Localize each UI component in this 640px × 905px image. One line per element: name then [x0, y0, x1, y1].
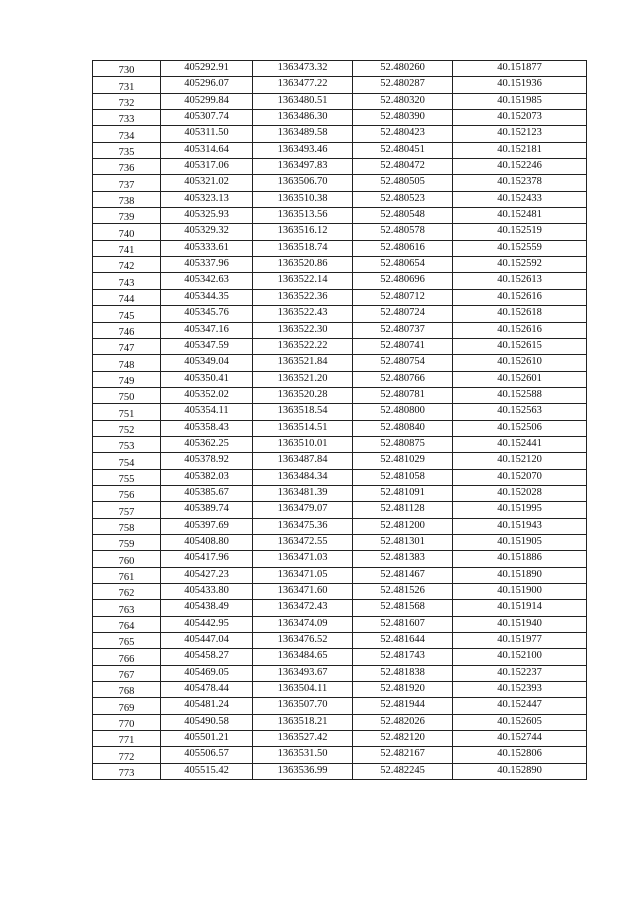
x-coordinate-cell: 405325.93	[161, 208, 253, 224]
point-number-cell: 747	[93, 338, 161, 354]
table-row	[93, 175, 587, 191]
x-coordinate-cell: 405349.04	[161, 355, 253, 371]
longitude-cell: 40.151936	[453, 77, 587, 93]
latitude-cell: 52.480875	[353, 436, 453, 452]
y-coordinate-cell: 1363518.54	[253, 404, 353, 420]
y-coordinate-cell: 1363474.09	[253, 616, 353, 632]
y-coordinate-cell: 1363521.84	[253, 355, 353, 371]
table-row	[93, 208, 587, 224]
table-row	[93, 257, 587, 273]
longitude-cell: 40.152073	[453, 110, 587, 126]
longitude-cell: 40.152616	[453, 289, 587, 305]
table-row	[93, 110, 587, 126]
point-number-cell: 767	[93, 665, 161, 681]
point-number-cell: 746	[93, 322, 161, 338]
table-row	[93, 61, 587, 77]
y-coordinate-cell: 1363536.99	[253, 763, 353, 779]
y-coordinate-cell: 1363520.28	[253, 387, 353, 403]
point-number-cell: 768	[93, 682, 161, 698]
point-number-cell: 758	[93, 518, 161, 534]
x-coordinate-cell: 405438.49	[161, 600, 253, 616]
table-row	[93, 567, 587, 583]
table-row	[93, 159, 587, 175]
x-coordinate-cell: 405378.92	[161, 453, 253, 469]
point-number-cell: 750	[93, 387, 161, 403]
x-coordinate-cell: 405397.69	[161, 518, 253, 534]
table-row	[93, 682, 587, 698]
y-coordinate-cell: 1363477.22	[253, 77, 353, 93]
point-number-cell: 763	[93, 600, 161, 616]
x-coordinate-cell: 405345.76	[161, 306, 253, 322]
x-coordinate-cell: 405490.58	[161, 714, 253, 730]
y-coordinate-cell: 1363522.36	[253, 289, 353, 305]
latitude-cell: 52.480766	[353, 371, 453, 387]
x-coordinate-cell: 405481.24	[161, 698, 253, 714]
longitude-cell: 40.151905	[453, 534, 587, 550]
point-number-cell: 732	[93, 93, 161, 109]
point-number-cell: 737	[93, 175, 161, 191]
longitude-cell: 40.152028	[453, 485, 587, 501]
point-number-cell: 760	[93, 551, 161, 567]
point-number-cell: 769	[93, 698, 161, 714]
point-number-cell: 770	[93, 714, 161, 730]
y-coordinate-cell: 1363497.83	[253, 159, 353, 175]
point-number-cell: 745	[93, 306, 161, 322]
point-number-cell: 736	[93, 159, 161, 175]
x-coordinate-cell: 405347.59	[161, 338, 253, 354]
longitude-cell: 40.152123	[453, 126, 587, 142]
latitude-cell: 52.482167	[353, 747, 453, 763]
table-row	[93, 240, 587, 256]
latitude-cell: 52.480724	[353, 306, 453, 322]
table-row	[93, 322, 587, 338]
point-number-cell: 755	[93, 469, 161, 485]
x-coordinate-cell: 405354.11	[161, 404, 253, 420]
point-number-cell: 753	[93, 436, 161, 452]
latitude-cell: 52.481058	[353, 469, 453, 485]
x-coordinate-cell: 405323.13	[161, 191, 253, 207]
y-coordinate-cell: 1363471.60	[253, 584, 353, 600]
x-coordinate-cell: 405515.42	[161, 763, 253, 779]
latitude-cell: 52.480712	[353, 289, 453, 305]
latitude-cell: 52.480741	[353, 338, 453, 354]
longitude-cell: 40.152806	[453, 747, 587, 763]
point-number-cell: 743	[93, 273, 161, 289]
longitude-cell: 40.151890	[453, 567, 587, 583]
y-coordinate-cell: 1363510.38	[253, 191, 353, 207]
x-coordinate-cell: 405362.25	[161, 436, 253, 452]
latitude-cell: 52.482245	[353, 763, 453, 779]
y-coordinate-cell: 1363476.52	[253, 633, 353, 649]
longitude-cell: 40.152447	[453, 698, 587, 714]
y-coordinate-cell: 1363514.51	[253, 420, 353, 436]
longitude-cell: 40.152744	[453, 731, 587, 747]
y-coordinate-cell: 1363493.67	[253, 665, 353, 681]
point-number-cell: 740	[93, 224, 161, 240]
point-number-cell: 756	[93, 485, 161, 501]
table-row	[93, 126, 587, 142]
latitude-cell: 52.481944	[353, 698, 453, 714]
y-coordinate-cell: 1363507.70	[253, 698, 353, 714]
longitude-cell: 40.152559	[453, 240, 587, 256]
y-coordinate-cell: 1363475.36	[253, 518, 353, 534]
y-coordinate-cell: 1363506.70	[253, 175, 353, 191]
latitude-cell: 52.481128	[353, 502, 453, 518]
latitude-cell: 52.481568	[353, 600, 453, 616]
point-number-cell: 749	[93, 371, 161, 387]
x-coordinate-cell: 405333.61	[161, 240, 253, 256]
longitude-cell: 40.152441	[453, 436, 587, 452]
table-row	[93, 502, 587, 518]
x-coordinate-cell: 405299.84	[161, 93, 253, 109]
x-coordinate-cell: 405382.03	[161, 469, 253, 485]
point-number-cell: 730	[93, 61, 161, 77]
x-coordinate-cell: 405337.96	[161, 257, 253, 273]
table-row	[93, 338, 587, 354]
point-number-cell: 764	[93, 616, 161, 632]
x-coordinate-cell: 405292.91	[161, 61, 253, 77]
longitude-cell: 40.152181	[453, 142, 587, 158]
latitude-cell: 52.481301	[353, 534, 453, 550]
y-coordinate-cell: 1363518.21	[253, 714, 353, 730]
y-coordinate-cell: 1363531.50	[253, 747, 353, 763]
longitude-cell: 40.152519	[453, 224, 587, 240]
table-row	[93, 191, 587, 207]
latitude-cell: 52.480737	[353, 322, 453, 338]
latitude-cell: 52.480578	[353, 224, 453, 240]
table-row	[93, 306, 587, 322]
point-number-cell: 734	[93, 126, 161, 142]
longitude-cell: 40.152070	[453, 469, 587, 485]
y-coordinate-cell: 1363522.14	[253, 273, 353, 289]
table-row	[93, 224, 587, 240]
table-row	[93, 453, 587, 469]
table-row	[93, 420, 587, 436]
latitude-cell: 52.480616	[353, 240, 453, 256]
latitude-cell: 52.480390	[353, 110, 453, 126]
longitude-cell: 40.152378	[453, 175, 587, 191]
y-coordinate-cell: 1363516.12	[253, 224, 353, 240]
x-coordinate-cell: 405321.02	[161, 175, 253, 191]
longitude-cell: 40.151886	[453, 551, 587, 567]
y-coordinate-cell: 1363484.34	[253, 469, 353, 485]
x-coordinate-cell: 405427.23	[161, 567, 253, 583]
longitude-cell: 40.151977	[453, 633, 587, 649]
point-number-cell: 733	[93, 110, 161, 126]
longitude-cell: 40.152615	[453, 338, 587, 354]
y-coordinate-cell: 1363527.42	[253, 731, 353, 747]
coordinates-table-body	[93, 61, 587, 780]
longitude-cell: 40.151943	[453, 518, 587, 534]
y-coordinate-cell: 1363479.07	[253, 502, 353, 518]
table-row	[93, 600, 587, 616]
longitude-cell: 40.151940	[453, 616, 587, 632]
table-row	[93, 714, 587, 730]
point-number-cell: 773	[93, 763, 161, 779]
y-coordinate-cell: 1363518.74	[253, 240, 353, 256]
x-coordinate-cell: 405506.57	[161, 747, 253, 763]
point-number-cell: 751	[93, 404, 161, 420]
x-coordinate-cell: 405433.80	[161, 584, 253, 600]
latitude-cell: 52.480320	[353, 93, 453, 109]
table-row	[93, 665, 587, 681]
y-coordinate-cell: 1363513.56	[253, 208, 353, 224]
x-coordinate-cell: 405329.32	[161, 224, 253, 240]
x-coordinate-cell: 405501.21	[161, 731, 253, 747]
y-coordinate-cell: 1363522.30	[253, 322, 353, 338]
longitude-cell: 40.152601	[453, 371, 587, 387]
point-number-cell: 757	[93, 502, 161, 518]
table-row	[93, 436, 587, 452]
point-number-cell: 766	[93, 649, 161, 665]
point-number-cell: 731	[93, 77, 161, 93]
y-coordinate-cell: 1363480.51	[253, 93, 353, 109]
table-row	[93, 698, 587, 714]
latitude-cell: 52.480287	[353, 77, 453, 93]
table-row	[93, 649, 587, 665]
latitude-cell: 52.481920	[353, 682, 453, 698]
table-row	[93, 469, 587, 485]
y-coordinate-cell: 1363510.01	[253, 436, 353, 452]
table-row	[93, 142, 587, 158]
latitude-cell: 52.480840	[353, 420, 453, 436]
latitude-cell: 52.480800	[353, 404, 453, 420]
x-coordinate-cell: 405347.16	[161, 322, 253, 338]
y-coordinate-cell: 1363522.22	[253, 338, 353, 354]
point-number-cell: 742	[93, 257, 161, 273]
latitude-cell: 52.480523	[353, 191, 453, 207]
x-coordinate-cell: 405358.43	[161, 420, 253, 436]
x-coordinate-cell: 405350.41	[161, 371, 253, 387]
x-coordinate-cell: 405311.50	[161, 126, 253, 142]
longitude-cell: 40.151900	[453, 584, 587, 600]
point-number-cell: 761	[93, 567, 161, 583]
latitude-cell: 52.481607	[353, 616, 453, 632]
x-coordinate-cell: 405478.44	[161, 682, 253, 698]
longitude-cell: 40.152481	[453, 208, 587, 224]
x-coordinate-cell: 405307.74	[161, 110, 253, 126]
y-coordinate-cell: 1363481.39	[253, 485, 353, 501]
table-row	[93, 371, 587, 387]
latitude-cell: 52.481029	[353, 453, 453, 469]
latitude-cell: 52.480472	[353, 159, 453, 175]
y-coordinate-cell: 1363520.86	[253, 257, 353, 273]
longitude-cell: 40.152588	[453, 387, 587, 403]
y-coordinate-cell: 1363487.84	[253, 453, 353, 469]
y-coordinate-cell: 1363472.43	[253, 600, 353, 616]
point-number-cell: 765	[93, 633, 161, 649]
longitude-cell: 40.152237	[453, 665, 587, 681]
latitude-cell: 52.481091	[353, 485, 453, 501]
latitude-cell: 52.480654	[353, 257, 453, 273]
latitude-cell: 52.482026	[353, 714, 453, 730]
point-number-cell: 762	[93, 584, 161, 600]
table-row	[93, 289, 587, 305]
x-coordinate-cell: 405469.05	[161, 665, 253, 681]
longitude-cell: 40.152120	[453, 453, 587, 469]
longitude-cell: 40.151985	[453, 93, 587, 109]
latitude-cell: 52.481200	[353, 518, 453, 534]
y-coordinate-cell: 1363493.46	[253, 142, 353, 158]
longitude-cell: 40.152563	[453, 404, 587, 420]
table-row	[93, 584, 587, 600]
y-coordinate-cell: 1363489.58	[253, 126, 353, 142]
y-coordinate-cell: 1363486.30	[253, 110, 353, 126]
longitude-cell: 40.152890	[453, 763, 587, 779]
latitude-cell: 52.480781	[353, 387, 453, 403]
x-coordinate-cell: 405314.64	[161, 142, 253, 158]
latitude-cell: 52.481383	[353, 551, 453, 567]
latitude-cell: 52.480260	[353, 61, 453, 77]
table-row	[93, 633, 587, 649]
longitude-cell: 40.152246	[453, 159, 587, 175]
y-coordinate-cell: 1363521.20	[253, 371, 353, 387]
longitude-cell: 40.152393	[453, 682, 587, 698]
point-number-cell: 759	[93, 534, 161, 550]
table-row	[93, 747, 587, 763]
y-coordinate-cell: 1363471.05	[253, 567, 353, 583]
latitude-cell: 52.481644	[353, 633, 453, 649]
x-coordinate-cell: 405296.07	[161, 77, 253, 93]
x-coordinate-cell: 405442.95	[161, 616, 253, 632]
table-row	[93, 763, 587, 779]
longitude-cell: 40.152592	[453, 257, 587, 273]
x-coordinate-cell: 405352.02	[161, 387, 253, 403]
x-coordinate-cell: 405389.74	[161, 502, 253, 518]
point-number-cell: 735	[93, 142, 161, 158]
longitude-cell: 40.152618	[453, 306, 587, 322]
table-row	[93, 731, 587, 747]
table-row	[93, 273, 587, 289]
point-number-cell: 748	[93, 355, 161, 371]
longitude-cell: 40.152506	[453, 420, 587, 436]
x-coordinate-cell: 405385.67	[161, 485, 253, 501]
table-row	[93, 387, 587, 403]
point-number-cell: 771	[93, 731, 161, 747]
table-row	[93, 518, 587, 534]
latitude-cell: 52.482120	[353, 731, 453, 747]
latitude-cell: 52.481526	[353, 584, 453, 600]
point-number-cell: 738	[93, 191, 161, 207]
x-coordinate-cell: 405408.80	[161, 534, 253, 550]
point-number-cell: 739	[93, 208, 161, 224]
longitude-cell: 40.152605	[453, 714, 587, 730]
x-coordinate-cell: 405417.96	[161, 551, 253, 567]
latitude-cell: 52.480423	[353, 126, 453, 142]
latitude-cell: 52.480696	[353, 273, 453, 289]
longitude-cell: 40.151914	[453, 600, 587, 616]
table-row	[93, 616, 587, 632]
longitude-cell: 40.152610	[453, 355, 587, 371]
longitude-cell: 40.151877	[453, 61, 587, 77]
x-coordinate-cell: 405344.35	[161, 289, 253, 305]
y-coordinate-cell: 1363504.11	[253, 682, 353, 698]
longitude-cell: 40.151995	[453, 502, 587, 518]
latitude-cell: 52.480451	[353, 142, 453, 158]
latitude-cell: 52.481467	[353, 567, 453, 583]
latitude-cell: 52.481838	[353, 665, 453, 681]
latitude-cell: 52.480505	[353, 175, 453, 191]
x-coordinate-cell: 405458.27	[161, 649, 253, 665]
y-coordinate-cell: 1363484.65	[253, 649, 353, 665]
point-number-cell: 772	[93, 747, 161, 763]
y-coordinate-cell: 1363522.43	[253, 306, 353, 322]
longitude-cell: 40.152613	[453, 273, 587, 289]
point-number-cell: 744	[93, 289, 161, 305]
table-row	[93, 93, 587, 109]
table-row	[93, 534, 587, 550]
y-coordinate-cell: 1363473.32	[253, 61, 353, 77]
point-number-cell: 752	[93, 420, 161, 436]
x-coordinate-cell: 405342.63	[161, 273, 253, 289]
table-row	[93, 551, 587, 567]
table-row	[93, 404, 587, 420]
latitude-cell: 52.480548	[353, 208, 453, 224]
table-row	[93, 355, 587, 371]
longitude-cell: 40.152100	[453, 649, 587, 665]
y-coordinate-cell: 1363471.03	[253, 551, 353, 567]
coordinates-table	[92, 60, 587, 780]
latitude-cell: 52.480754	[353, 355, 453, 371]
point-number-cell: 754	[93, 453, 161, 469]
point-number-cell: 741	[93, 240, 161, 256]
y-coordinate-cell: 1363472.55	[253, 534, 353, 550]
latitude-cell: 52.481743	[353, 649, 453, 665]
x-coordinate-cell: 405447.04	[161, 633, 253, 649]
longitude-cell: 40.152616	[453, 322, 587, 338]
x-coordinate-cell: 405317.06	[161, 159, 253, 175]
table-row	[93, 77, 587, 93]
table-row	[93, 485, 587, 501]
longitude-cell: 40.152433	[453, 191, 587, 207]
